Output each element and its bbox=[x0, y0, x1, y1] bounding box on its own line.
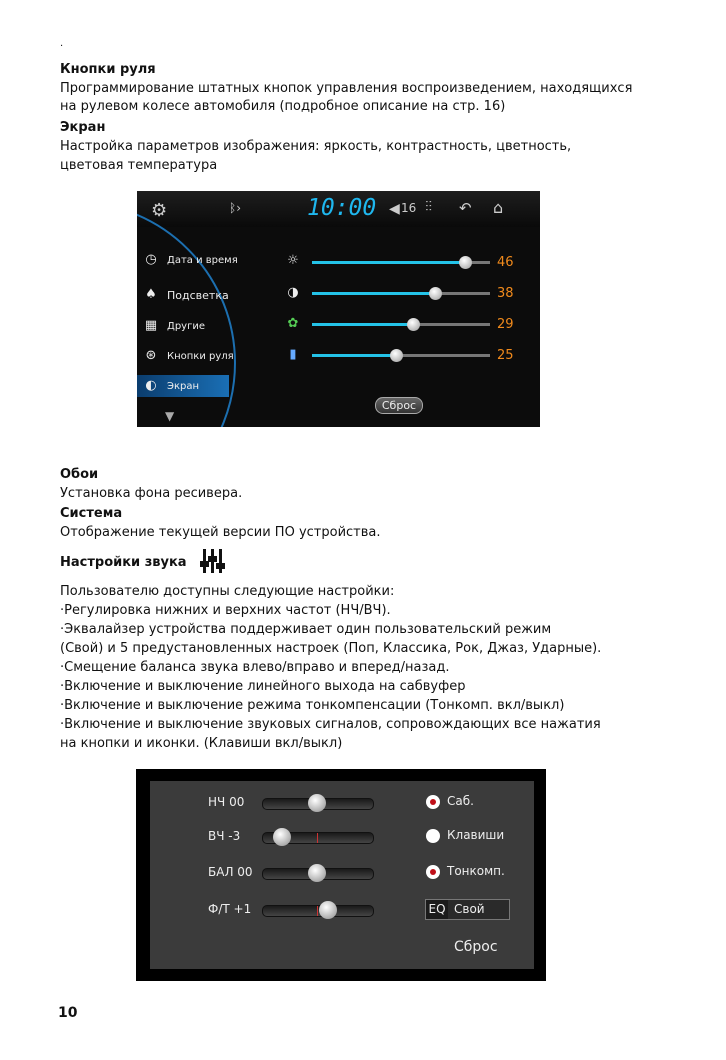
paragraph-line: Установка фона ресивера. bbox=[60, 486, 243, 501]
volume-value: 16 bbox=[401, 201, 417, 215]
color-temp-value: 25 bbox=[497, 348, 514, 363]
bullet-dot: · bbox=[60, 41, 64, 52]
equalizer-icon[interactable]: ⫶⫶ bbox=[425, 199, 432, 215]
paragraph-line: ·Эквалайзер устройства поддерживает один пользовательский режим bbox=[60, 622, 552, 637]
home-icon[interactable]: ⌂ bbox=[493, 198, 504, 217]
slider-label: Ф/Т +1 bbox=[208, 902, 252, 916]
paragraph-line: ·Включение и выключение режима тонкомпенсации (Тонкомп. вкл/выкл) bbox=[60, 698, 565, 713]
clock-icon: ◷ bbox=[145, 252, 157, 267]
paragraph-line: ·Регулировка нижних и верхних частот (НЧ/ВЧ). bbox=[60, 603, 391, 618]
bulb-icon: ♠ bbox=[145, 287, 157, 302]
gear-icon[interactable]: ⚙ bbox=[151, 200, 168, 221]
slider-track[interactable] bbox=[262, 905, 374, 917]
color-value: 29 bbox=[497, 317, 514, 332]
slider-knob[interactable] bbox=[429, 287, 442, 300]
slider-fill bbox=[312, 261, 465, 264]
slider-knob[interactable] bbox=[459, 256, 472, 269]
equalizer-icon bbox=[198, 547, 228, 575]
contrast-value: 38 bbox=[497, 286, 514, 301]
page-number: 10 bbox=[58, 1005, 78, 1021]
brightness-value: 46 bbox=[497, 255, 514, 270]
steering-wheel-icon: ⊛ bbox=[145, 348, 157, 363]
color-icon: ✿ bbox=[287, 316, 299, 331]
section-title-wallpaper: Обои bbox=[60, 467, 99, 482]
section-title-system: Система bbox=[60, 506, 123, 521]
bluetooth-icon: ᛒ› bbox=[229, 201, 241, 215]
screen-settings-display bbox=[137, 191, 540, 427]
paragraph-line: Настройка параметров изображения: яркость, контрастность, цветность, bbox=[60, 139, 572, 154]
slider-fill bbox=[312, 292, 435, 295]
slider-fill bbox=[312, 354, 396, 357]
keys-toggle[interactable] bbox=[426, 829, 440, 843]
color-temp-icon: ▮ bbox=[289, 347, 297, 362]
paragraph-line: ·Включение и выключение линейного выхода на сабвуфер bbox=[60, 679, 466, 694]
screen-sound-settings bbox=[136, 769, 546, 981]
section-title-sound: Настройки звука bbox=[60, 555, 187, 570]
eq-selector[interactable] bbox=[425, 899, 510, 920]
eq-label: EQ bbox=[426, 900, 448, 919]
slider-label: ВЧ -3 bbox=[208, 829, 241, 843]
reset-button[interactable]: Сброс bbox=[454, 939, 498, 955]
sub-label: Саб. bbox=[447, 794, 474, 808]
slider-knob[interactable] bbox=[390, 349, 403, 362]
slider-label: БАЛ 00 bbox=[208, 865, 253, 879]
grid-icon: ▦ bbox=[144, 318, 158, 333]
slider-knob[interactable] bbox=[273, 828, 291, 846]
menu-item-steering-buttons[interactable]: Кнопки руля bbox=[167, 351, 234, 362]
slider-knob[interactable] bbox=[308, 794, 326, 812]
slider-fill bbox=[312, 323, 413, 326]
paragraph-line: на рулевом колесе автомобиля (подробное описание на стр. 16) bbox=[60, 99, 506, 114]
paragraph-line: Отображение текущей версии ПО устройства. bbox=[60, 525, 381, 540]
paragraph-line: на кнопки и иконки. (Клавиши вкл/выкл) bbox=[60, 736, 343, 751]
chevron-down-icon[interactable]: ▼ bbox=[165, 409, 175, 423]
back-icon[interactable]: ↶ bbox=[459, 199, 472, 217]
section-title-steering-buttons: Кнопки руля bbox=[60, 62, 156, 77]
contrast-icon: ◐ bbox=[145, 378, 157, 393]
clock: 10:00 bbox=[307, 195, 377, 221]
eq-value: Свой bbox=[454, 902, 485, 916]
paragraph-line: ·Включение и выключение звуковых сигналов, сопровождающих все нажатия bbox=[60, 717, 601, 732]
paragraph-line: ·Смещение баланса звука влево/вправо и вперед/назад. bbox=[60, 660, 450, 675]
menu-item-date-time[interactable]: Дата и время bbox=[167, 255, 238, 266]
sub-toggle[interactable] bbox=[426, 795, 440, 809]
volume-icon[interactable]: ◀ bbox=[389, 201, 400, 217]
slider-knob[interactable] bbox=[407, 318, 420, 331]
section-title-screen: Экран bbox=[60, 120, 106, 135]
paragraph-line: Программирование штатных кнопок управления воспроизведением, находящихся bbox=[60, 81, 633, 96]
slider-label: НЧ 00 bbox=[208, 795, 245, 809]
slider-knob[interactable] bbox=[319, 901, 337, 919]
slider-knob[interactable] bbox=[308, 864, 326, 882]
keys-label: Клавиши bbox=[447, 828, 505, 842]
menu-item-screen[interactable]: Экран bbox=[167, 381, 200, 392]
loudness-label: Тонкомп. bbox=[447, 864, 505, 878]
contrast-icon: ◑ bbox=[287, 285, 299, 300]
loudness-toggle[interactable] bbox=[426, 865, 440, 879]
menu-item-other[interactable]: Другие bbox=[167, 321, 205, 332]
slider-center-mark bbox=[317, 833, 318, 843]
paragraph-line: (Свой) и 5 предустановленных настроек (Поп, Классика, Рок, Джаз, Ударные). bbox=[60, 641, 602, 656]
reset-button[interactable]: Сброс bbox=[375, 397, 423, 414]
brightness-icon: ☼ bbox=[287, 253, 299, 268]
menu-item-backlight[interactable]: Подсветка bbox=[167, 289, 229, 302]
paragraph-line: Пользователю доступны следующие настройки: bbox=[60, 584, 395, 599]
slider-center-mark bbox=[317, 906, 318, 916]
paragraph-line: цветовая температура bbox=[60, 158, 218, 173]
